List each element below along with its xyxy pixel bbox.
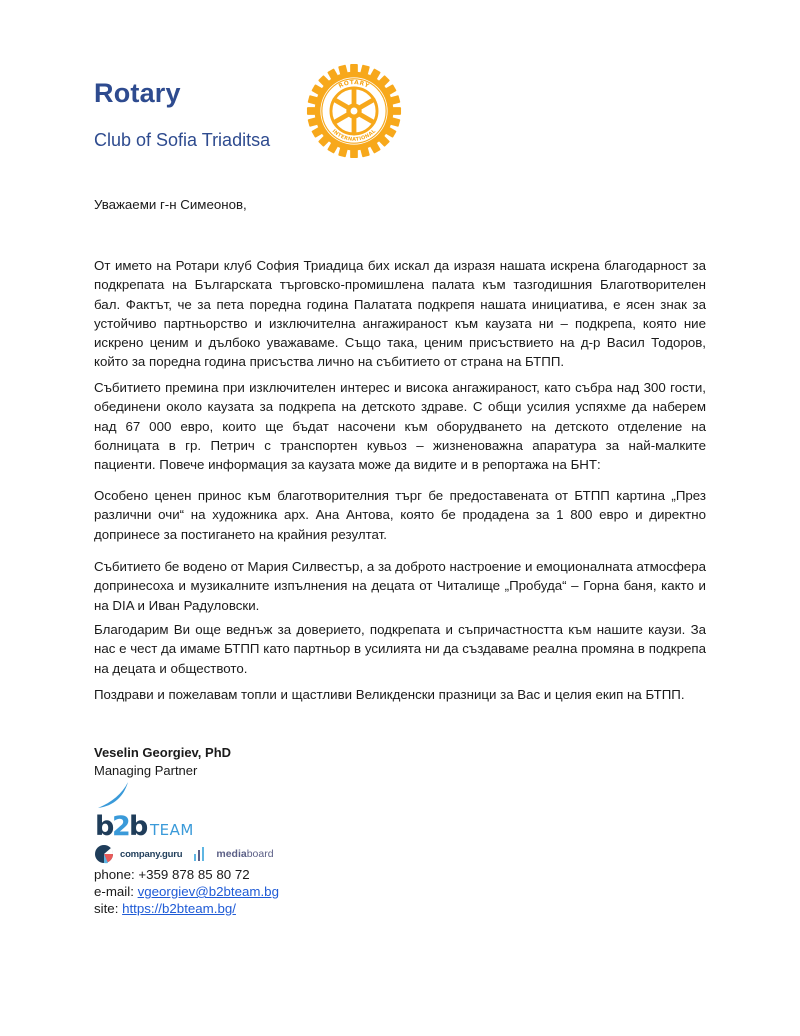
paragraph-3: Особено ценен принос към благотворителния търг бе предоставената от БТПП картина „През различни очи“ на художника арх. Ана Антова, която бе продадена за 1 800 евро и директно допринесе за постигането на крайния резултат. [94, 488, 706, 542]
company-guru-logo-icon [94, 844, 114, 864]
paragraph-1: От името на Ротари клуб София Триадица бих искал да изразя нашата искрена благодарност за подкрепата на Българската търговско-промишлена палата към тазгодишния Благотворителен бал. Фактът, че за пета поредна година Палатата подкрепя нашата инициатива, е ясен знак за устойчиво партньорство и изключителна ангажираност към каузата ни – подкрепа, която ние искрено ценим и дълбоко уважаваме. Също така, ценим присъствието на д-р Васил Тодоров, който за поредна година присъства лично на събитието от страна на БТПП. [94, 258, 706, 370]
svg-text:b: b [95, 811, 113, 838]
phone-value: +359 878 85 80 72 [138, 867, 250, 882]
rotary-bottom-text: INTERNATIONAL [330, 128, 378, 143]
site-label: site: [94, 901, 123, 916]
b2b-team-logo-icon [94, 780, 204, 838]
email-link[interactable]: vgeorgiev@b2bteam.bg [137, 884, 279, 899]
mediaboard-label: mediaboard [216, 848, 274, 860]
rotary-wheel-logo-icon [306, 63, 402, 159]
paragraph-4: Събитието бе водено от Мария Силвестър, а за доброто настроение и емоционалната атмосфера допринесоха и музикалните изпълнения на децата от Читалище „Пробуда“ – Горна баня, както и на DIA и Иван Радуловски. [94, 559, 706, 613]
email-label: e-mail: [94, 884, 138, 899]
salutation: Уважаеми г-н Симеонов, [94, 197, 247, 212]
rotary-top-text: ROTARY [337, 79, 371, 90]
company-guru-label: company.guru [120, 848, 183, 860]
site-link[interactable]: https://b2bteam.bg/ [122, 901, 236, 916]
phone-label: phone: [94, 867, 139, 882]
svg-text:2: 2 [112, 811, 130, 838]
svg-text:b: b [129, 811, 147, 838]
contact-site [94, 900, 236, 917]
paragraph-2: Събитието премина при изключителен интерес и висока ангажираност, като събра над 300 гости, обединени около каузата за подкрепа на детското здраве. С общи усилия успяхме да наберем над 67 000 евро, които ще бъдат насочени към оборудването на детското отделение на болницата в гр. Петрич с транспортен кувьоз – жизненоважна апаратура за най-малките пациенти. Повече информация за каузата може да видите и в репортажа на БНТ: [94, 380, 706, 473]
paragraph-6: Поздрави и пожелавам топли и щастливи Великденски празници за Вас и целия екип на БТПП. [94, 687, 685, 702]
brand-subtitle: Club of Sofia Triaditsa [94, 130, 271, 150]
signature-role: Managing Partner [94, 763, 198, 778]
contact-email [94, 883, 279, 900]
contact-phone [94, 866, 250, 883]
svg-text:TEAM: TEAM [150, 821, 194, 838]
mediaboard-bars-icon [194, 846, 206, 862]
brand-title: Rotary [94, 78, 181, 108]
paragraph-5: Благодарим Ви още веднъж за доверието, подкрепата и съпричастността към нашите каузи. За нас е чест да имаме БТПП като партньор в усилията ни да създаваме реална промяна в подкрепа на децата и обществото. [94, 622, 706, 676]
partner-logos [94, 843, 274, 865]
signature-name: Veselin Georgiev, PhD [94, 745, 232, 760]
